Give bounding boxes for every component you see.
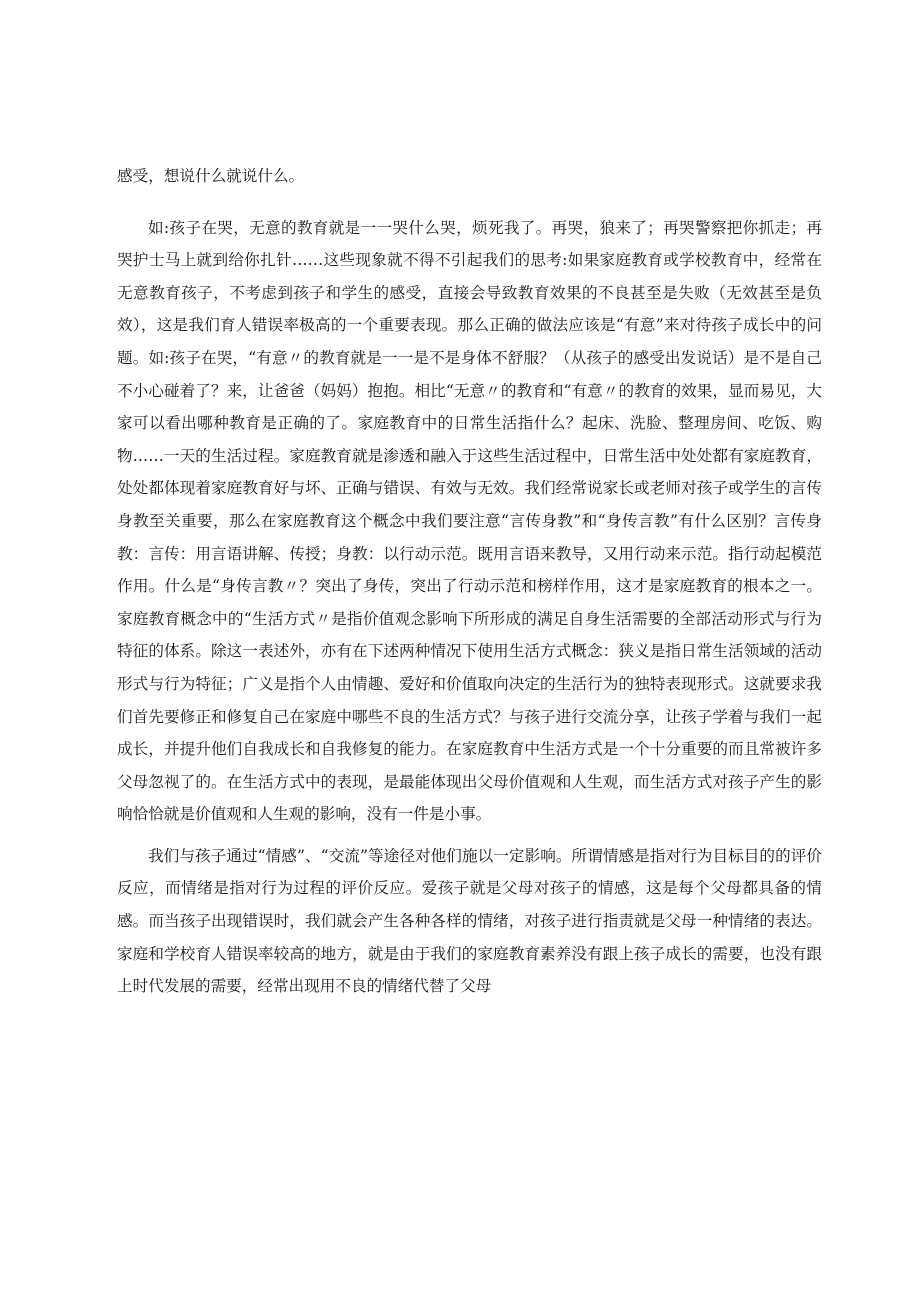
- paragraph-continuation: 感受，想说什么就说什么。: [117, 167, 305, 185]
- paragraph-unintentional-vs-intentional-education: 如:孩子在哭，无意的教育就是一一哭什么哭，烦死我了。再哭，狼来了；再哭警察把你抓走；再哭护士马上就到给你扎针……这些现象就不得不引起我们的思考:如果家庭教育或学校教育中，经常在无意教育孩子，不考虑到孩子和学生的感受，直接会导致教育效果的不良甚至是失败（无效甚至是负效），这是我们育人错误率极高的一个重要表现。那么正确的做法应该是“有意”来对待孩子成长中的问题。如:孩子在哭，“有意〃的教育就是一一是不是身体不舒服？（从孩子的感受出发说话）是不是自己不小心碰着了？来，让爸爸（妈妈）抱抱。相比“无意〃的教育和“有意〃的教育的效果，显而易见，大家可以看出哪种教育是正确的了。家庭教育中的日常生活指什么？起床、洗脸、整理房间、吃饭、购物……一天的生活过程。家庭教育就是渗透和融入于这些生活过程中，日常生活中处处都有家庭教育，处处都体现着家庭教育好与坏、正确与错误、有效与无效。我们经常说家长或老师对孩子或学生的言传身教至关重要，那么在家庭教育这个概念中我们要注意“言传身教”和“身传言教”有什么区别？言传身教：言传：用言语讲解、传授；身教：以行动示范。既用言语来教导，又用行动来示范。指行动起模范作用。什么是“身传言教〃？突出了身传，突出了行动示范和榜样作用，这才是家庭教育的根本之一。家庭教育概念中的“生活方式〃是指价值观念影响下所形成的满足自身生活需要的全部活动形式与行为特征的体系。除这一表述外，亦有在下述两种情况下使用生活方式概念：狭义是指日常生活领域的活动形式与行为特征；广义是指个人由情趣、爱好和价值取向决定的生活行为的独特表现形式。这就要求我们首先要修正和修复自己在家庭中哪些不良的生活方式？与孩子进行交流分享，让孩子学着与我们一起成长，并提升他们自我成长和自我修复的能力。在家庭教育中生活方式是一个十分重要的而且常被许多父母忽视了的。在生活方式中的表现，是最能体现出父母价值观和人生观，而生活方式对孩子产生的影响恰恰就是价值观和人生观的影响，没有一件是小事。: [117, 218, 822, 824]
- document-page: [117, 160, 822, 1012]
- paragraph-emotion-and-communication: 我们与孩子通过“情感”、“交流”等途径对他们施以一定影响。所谓情感是指对行为目标目的的评价反应，而情绪是指对行为过程的评价反应。爱孩子就是父母对孩子的情感，这是每个父母都具备的情感。而当孩子出现错误时，我们就会产生各种各样的情绪，对孩子进行指责就是父母一种情绪的表达。家庭和学校育人错误率较高的地方，就是由于我们的家庭教育素养没有跟上孩子成长的需要，也没有跟上时代发展的需要，经常出现用不良的情绪代替了父母: [117, 846, 822, 996]
